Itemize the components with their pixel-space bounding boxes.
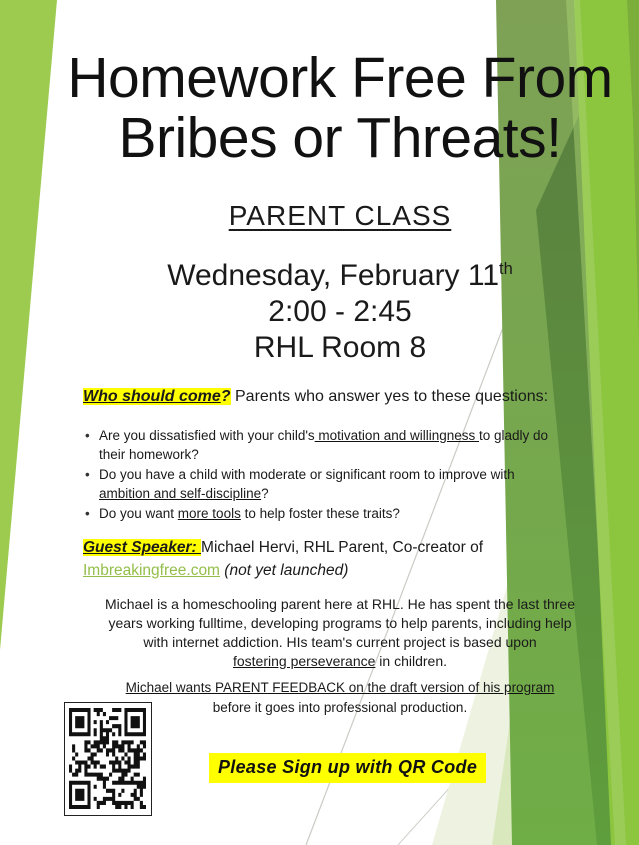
bullet-text — [99, 504, 585, 523]
speaker-bio — [41, 595, 639, 671]
text-line — [99, 504, 585, 523]
text-line — [83, 536, 483, 559]
text-segment: Guest Speaker: — [83, 539, 202, 556]
date-superscript: th — [499, 260, 513, 278]
event-date — [41, 258, 639, 294]
text-segment: Do you want — [99, 506, 178, 521]
text-segment: Are you dissatisfied with your child's — [99, 428, 315, 443]
website-link[interactable]: Imbreakingfree.com — [83, 562, 220, 579]
bullet-dot: • — [85, 506, 90, 521]
text-line — [99, 465, 585, 484]
text-line — [41, 614, 639, 633]
list-item — [85, 465, 585, 503]
text-segment: years working fulltime, developing programs to help parents, including help — [108, 615, 572, 631]
title-line-1: Homework Free From — [67, 46, 613, 110]
text-line — [41, 595, 639, 614]
qr-code-image — [69, 708, 146, 809]
text-segment: fostering perseverance — [232, 653, 376, 669]
text-segment: Michael is a homeschooling parent here at RHL. He has spent the last three — [104, 596, 576, 612]
text-line — [41, 633, 639, 652]
list-item — [85, 426, 585, 464]
event-time: 2:00 - 2:45 — [268, 295, 412, 328]
text-line — [99, 426, 585, 445]
bullet-dot: • — [85, 428, 90, 443]
text-segment: ambition and self-discipline — [99, 486, 262, 501]
text-segment: in children. — [375, 653, 447, 669]
text-segment: Michael wants PARENT FEEDBACK on the draft version of his program — [125, 680, 555, 695]
event-details — [41, 258, 639, 366]
text-segment: more tools — [177, 506, 241, 521]
text-segment: their homework? — [99, 447, 199, 462]
text-segment: to help foster these traits? — [240, 506, 400, 521]
text-segment: Michael Hervi, RHL Parent, Co-creator of — [201, 539, 483, 556]
who-should-come-line — [83, 388, 548, 406]
question-list — [85, 426, 585, 524]
text-line — [99, 484, 585, 503]
text-segment: Parents who answer yes to these questions: — [230, 388, 549, 405]
text-segment: ? — [220, 388, 231, 405]
event-date-text: Wednesday, February 11 — [167, 259, 500, 292]
signup-callout: Please Sign up with QR Code — [209, 753, 486, 783]
subtitle-parent-class: PARENT CLASS — [228, 200, 452, 231]
text-segment: before it goes into professional production. — [212, 699, 468, 715]
text-segment: (not yet launched) — [224, 562, 349, 579]
bullet-dot: • — [85, 467, 90, 482]
qr-code — [64, 702, 152, 816]
text-line — [99, 445, 585, 464]
text-segment: Do you have a child with moderate or significant room to improve with — [99, 467, 515, 482]
list-item — [85, 504, 585, 523]
text-segment: with internet addiction. HIs team's current project is based upon — [143, 634, 537, 650]
text-line — [41, 652, 639, 671]
text-line — [41, 678, 639, 698]
text-line — [83, 559, 483, 582]
event-location: RHL Room 8 — [253, 331, 427, 364]
bullet-text — [99, 465, 585, 503]
title-line-2: Bribes or Threats! — [118, 106, 562, 170]
text-segment: motivation and willingness — [314, 428, 480, 443]
bullet-text — [99, 426, 585, 464]
page-title — [41, 48, 639, 168]
text-segment: to gladly do — [479, 428, 549, 443]
guest-speaker-block — [83, 536, 483, 582]
text-segment: Who should come — [83, 388, 221, 405]
text-segment: ? — [261, 486, 269, 501]
